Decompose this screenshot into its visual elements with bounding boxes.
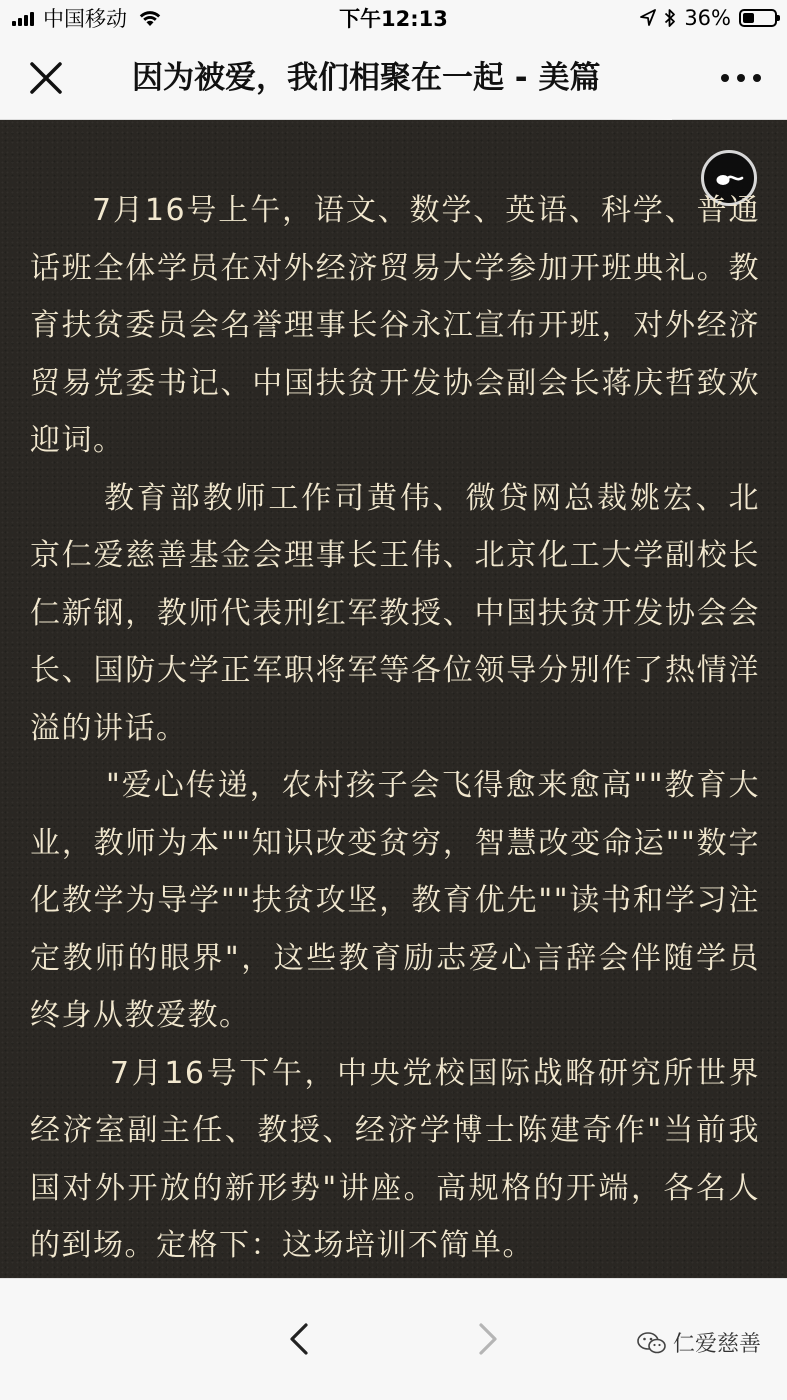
more-icon — [721, 74, 729, 82]
bottom-toolbar — [0, 1278, 787, 1400]
more-icon-dot — [737, 74, 745, 82]
article-text — [30, 182, 760, 1275]
article-content — [0, 120, 787, 1278]
location-arrow-icon — [640, 9, 656, 27]
more-button[interactable] — [721, 64, 761, 92]
status-time: 下午12:13 — [339, 7, 448, 31]
back-button[interactable] — [280, 1319, 320, 1359]
battery-fill — [743, 13, 754, 23]
carrier-name: 中国移动 — [43, 7, 127, 31]
watermark — [637, 1327, 761, 1358]
paragraph: 7月16号下午，中央党校国际战略研究所世界经济室副主任、教授、经济学博士陈建奇作"当前我国对外开放的新形势"讲座。高规格的开端，各名人的到场。定格下：这场培训不简单。 — [30, 1055, 760, 1263]
status-bar — [0, 0, 787, 36]
battery-icon — [739, 9, 777, 27]
status-right — [640, 0, 777, 36]
wechat-icon — [637, 1331, 667, 1355]
forward-button[interactable] — [467, 1319, 507, 1359]
page-title: 因为被爱，我们相聚在一起 - 美篇 — [132, 36, 672, 120]
paragraph: "爱心传递，农村孩子会飞得愈来愈高""教育大业，教师为本""知识改变贫穷，智慧改变命运""数字化教学为导学""扶贫攻坚，教育优先""读书和学习注定教师的眼界"，这些教育励志爱心言辞会伴随学员终身从教爱教。 — [30, 768, 760, 1033]
paragraph: 教育部教师工作司黄伟、微贷网总裁姚宏、北京仁爱慈善基金会理事长王伟、北京化工大学副校长仁新钢，教师代表刑红军教授、中国扶贫开发协会会长、国防大学正军职将军等各位领导分别作了热情洋溢的讲话。 — [30, 480, 760, 746]
nav-bar — [0, 36, 787, 120]
watermark-label: 仁爱慈善 — [672, 1332, 761, 1357]
back-chevron-icon — [280, 1319, 320, 1359]
paragraph: 7月16号上午，语文、数学、英语、科学、普通话班全体学员在对外经济贸易大学参加开班典礼。教育扶贫委员会名誉理事长谷永江宣布开班，对外经济贸易党委书记、中国扶贫开发协会副会长蒋庆哲致欢迎词。 — [30, 193, 760, 458]
forward-chevron-icon — [467, 1319, 507, 1359]
battery-percent: 36% — [684, 6, 731, 30]
close-button[interactable] — [20, 54, 72, 102]
bluetooth-icon — [664, 8, 676, 28]
close-icon — [20, 54, 72, 102]
more-icon-dot — [753, 74, 761, 82]
